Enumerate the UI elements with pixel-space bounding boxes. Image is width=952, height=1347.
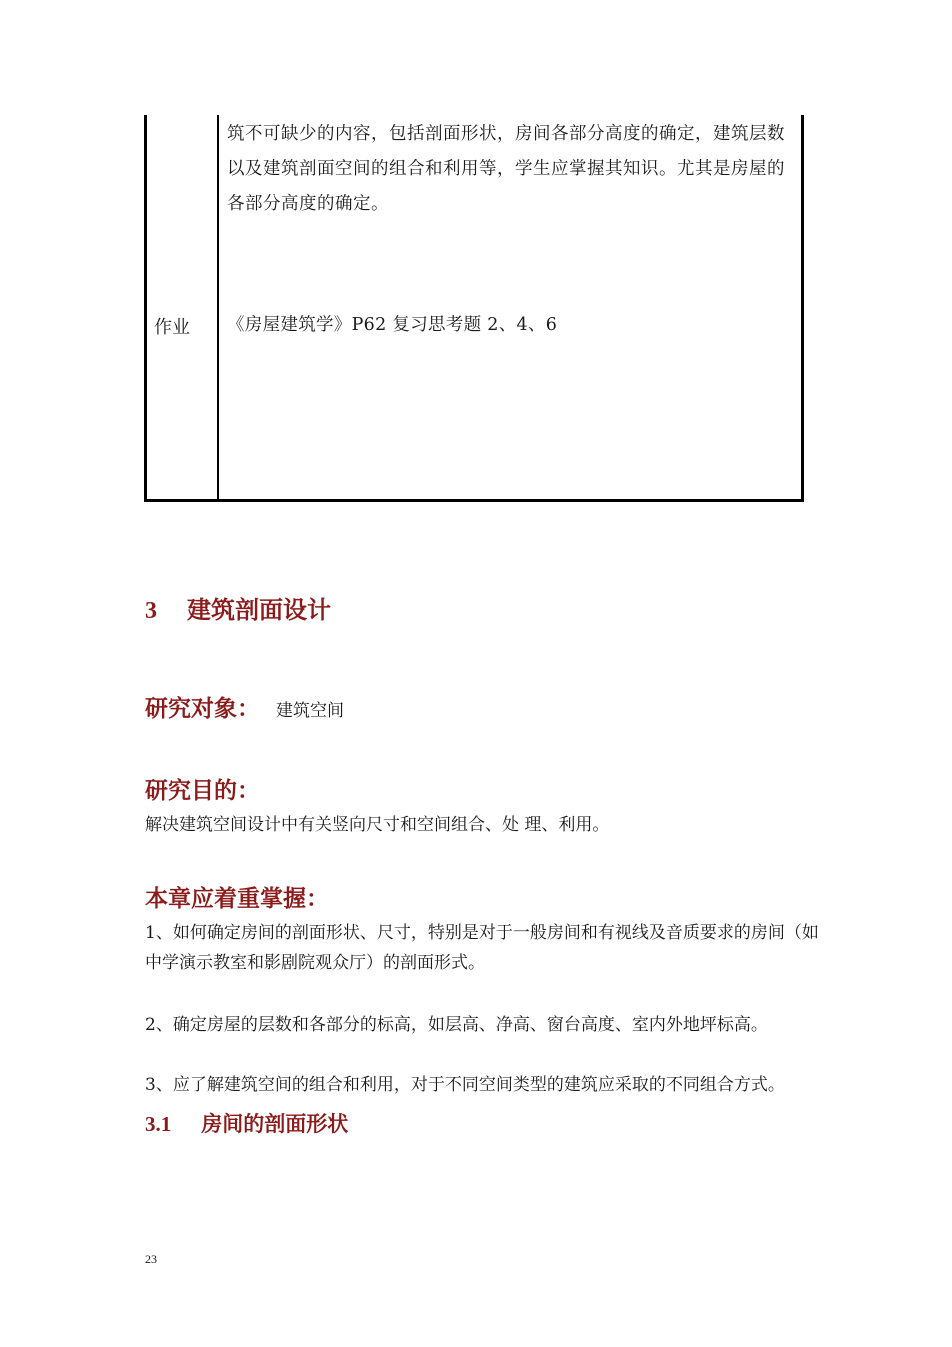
section-number: 3.1 (145, 1112, 172, 1136)
section-heading (145, 1108, 348, 1138)
chapter-heading (145, 590, 331, 625)
research-object-label: 研究对象： (145, 696, 260, 722)
research-object-value: 建筑空间 (276, 701, 344, 721)
course-table (144, 115, 804, 502)
research-object-heading (145, 690, 344, 723)
table-continued-text: 筑不可缺少的内容，包括剖面形状，房间各部分高度的确定，建筑层数以及建筑剖面空间的组合和利用等，学生应掌握其知识。尤其是房屋的各部分高度的确定。 (227, 124, 785, 214)
focus-item-2: 2、确定房屋的层数和各部分的标高，如层高、净高、窗台高度、室内外地坪标高。 (145, 1015, 768, 1035)
chapter-number: 3 (145, 598, 157, 624)
table-column-divider (217, 115, 219, 499)
page-number: 23 (145, 1252, 157, 1266)
homework-text: 《房屋建筑学》P62 复习思考题 2、4、6 (227, 315, 558, 335)
homework-label: 作业 (154, 317, 190, 338)
focus-item-3: 3、应了解建筑空间的组合和利用，对于不同空间类型的建筑应采取的不同组合方式。 (145, 1075, 785, 1095)
focus-item-1: 1、如何确定房间的剖面形状、尺寸，特别是对于一般房间和有视线及音质要求的房间（如中学演示教室和影剧院观众厅）的剖面形式。 (145, 923, 819, 973)
research-purpose-text: 解决建筑空间设计中有关竖向尺寸和空间组合、处 理、利用。 (145, 815, 610, 835)
section-title: 房间的剖面形状 (201, 1112, 349, 1136)
research-purpose-label: 研究目的： (145, 778, 260, 804)
chapter-title: 建筑剖面设计 (187, 596, 331, 624)
focus-label: 本章应着重掌握： (145, 886, 329, 912)
